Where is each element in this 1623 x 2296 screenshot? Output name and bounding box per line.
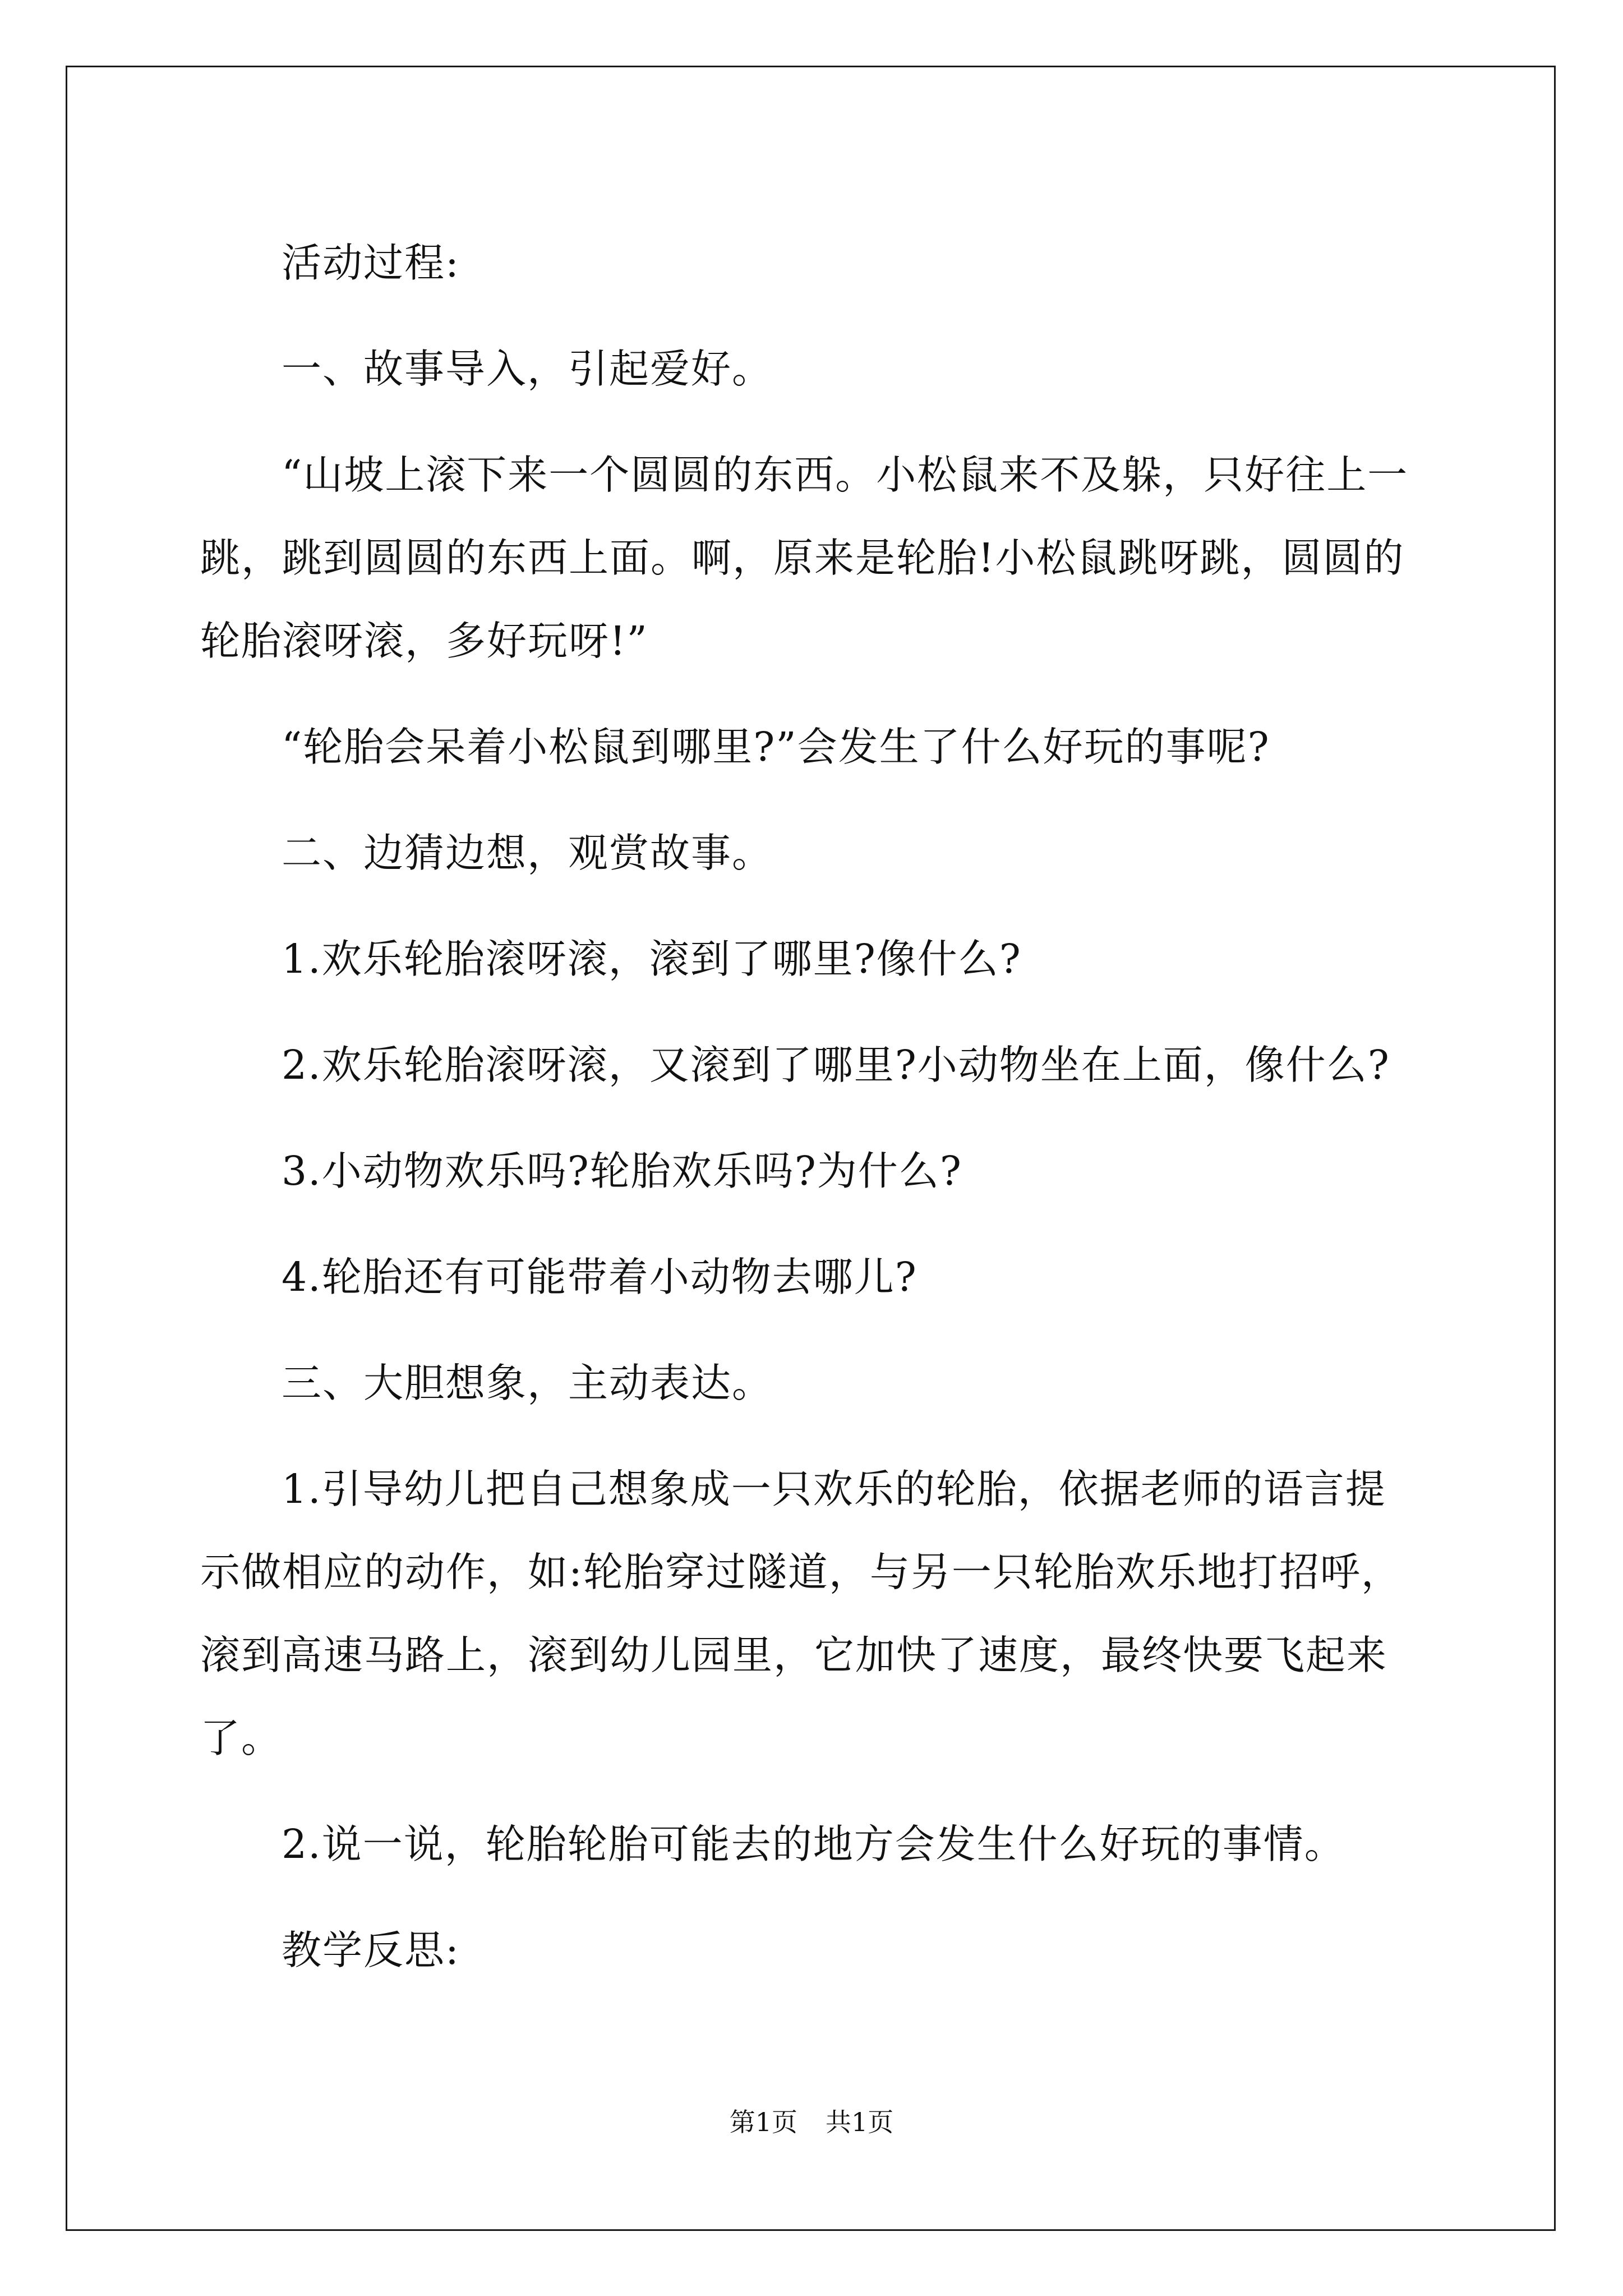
paragraph-item-2: 2.欢乐轮胎滚呀滚，又滚到了哪里?小动物坐在上面，像什么? [282, 1042, 1390, 1088]
paragraph-section-two-heading: 二、边猜边想，观赏故事。 [282, 830, 773, 876]
page-number: 第1页 [729, 2107, 797, 2137]
paragraph-item-3: 3.小动物欢乐吗?轮胎欢乐吗?为什么? [282, 1148, 962, 1194]
paragraph-activity-guide: 1.引导幼儿把自己想象成一只欢乐的轮胎，依据老师的语言提示做相应的动作，如:轮胎穿过隧道，与另一只轮胎欢乐地打招呼，滚到高速马路上，滚到幼儿园里，它加快了速度，最终快要飞起来了。 [200, 1466, 1402, 1761]
document-body [200, 222, 1426, 1992]
paragraph-section-one-heading: 一、故事导入，引起爱好。 [282, 346, 773, 392]
paragraph-activity-process: 活动过程: [282, 240, 460, 286]
paragraph-section-three-heading: 三、大胆想象，主动表达。 [282, 1360, 773, 1406]
paragraph-item-1: 1.欢乐轮胎滚呀滚，滚到了哪里?像什么? [282, 936, 1022, 982]
paragraph-story-question: “轮胎会呆着小松鼠到哪里?”会发生了什么好玩的事呢? [282, 724, 1270, 770]
page-footer [0, 2105, 1623, 2139]
paragraph-story-quote: “山坡上滚下来一个圆圆的东西。小松鼠来不及躲，只好往上一跳，跳到圆圆的东西上面。啊，原来是轮胎!小松鼠跳呀跳，圆圆的轮胎滚呀滚，多好玩呀!” [200, 452, 1409, 664]
paragraph-item-4: 4.轮胎还有可能带着小动物去哪儿? [282, 1254, 917, 1300]
page-total: 共1页 [826, 2107, 894, 2137]
paragraph-discussion: 2.说一说，轮胎轮胎可能去的地方会发生什么好玩的事情。 [282, 1821, 1345, 1867]
paragraph-teaching-reflection: 教学反思: [282, 1927, 460, 1973]
